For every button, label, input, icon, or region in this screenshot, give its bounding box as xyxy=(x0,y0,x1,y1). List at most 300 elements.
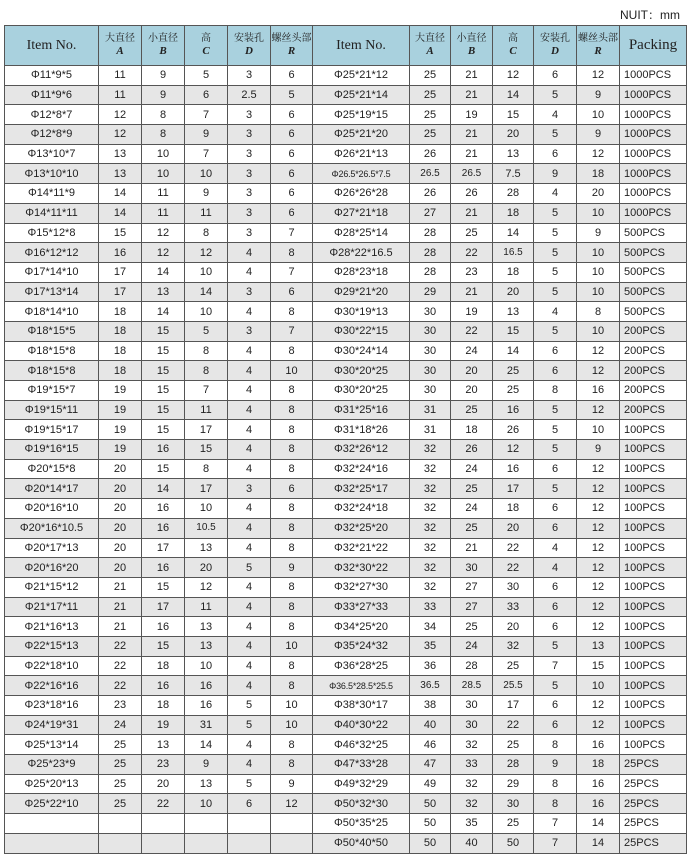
left-a-cell: 11 xyxy=(99,66,142,86)
table-row xyxy=(5,440,687,460)
right-a-cell: 25 xyxy=(410,85,451,105)
left-b-cell: 20 xyxy=(142,774,185,794)
packing-cell: 100PCS xyxy=(620,656,687,676)
table-row xyxy=(5,656,687,676)
packing-cell: 1000PCS xyxy=(620,144,687,164)
left-d-cell: 4 xyxy=(228,538,271,558)
right-item-no-cell: Φ49*32*29 xyxy=(313,774,410,794)
left-r-cell: 8 xyxy=(271,400,313,420)
left-item-no-cell: Φ20*16*20 xyxy=(5,558,99,578)
right-b-cell: 26 xyxy=(451,440,493,460)
left-d-cell: 3 xyxy=(228,479,271,499)
right-r-cell: 9 xyxy=(577,85,620,105)
right-c-cell: 12 xyxy=(493,66,534,86)
left-c-cell: 5 xyxy=(185,66,228,86)
header-c: 高 C xyxy=(185,26,228,66)
left-c-cell: 9 xyxy=(185,755,228,775)
right-c-cell: 16 xyxy=(493,400,534,420)
left-a-cell: 25 xyxy=(99,794,142,814)
right-b-cell: 20 xyxy=(451,381,493,401)
table-row xyxy=(5,203,687,223)
right-a-cell: 47 xyxy=(410,755,451,775)
right-b-cell: 27 xyxy=(451,597,493,617)
left-item-no-cell: Φ22*16*16 xyxy=(5,676,99,696)
right-c-cell: 7.5 xyxy=(493,164,534,184)
left-a-cell: 25 xyxy=(99,774,142,794)
left-c-cell: 6 xyxy=(185,85,228,105)
right-r-cell: 12 xyxy=(577,66,620,86)
left-item-no-cell: Φ20*15*8 xyxy=(5,459,99,479)
right-a-cell: 26.5 xyxy=(410,164,451,184)
table-row xyxy=(5,302,687,322)
right-item-no-cell: Φ31*25*16 xyxy=(313,400,410,420)
right-d-cell: 8 xyxy=(534,794,577,814)
packing-cell: 100PCS xyxy=(620,558,687,578)
left-c-cell: 8 xyxy=(185,459,228,479)
right-d-cell: 6 xyxy=(534,341,577,361)
left-b-cell: 10 xyxy=(142,144,185,164)
left-c-cell xyxy=(185,814,228,834)
left-a-cell: 19 xyxy=(99,420,142,440)
right-d-cell: 6 xyxy=(534,696,577,716)
left-c-cell: 12 xyxy=(185,243,228,263)
left-c-cell: 10 xyxy=(185,794,228,814)
left-a-cell: 19 xyxy=(99,400,142,420)
left-b-cell: 15 xyxy=(142,420,185,440)
left-r-cell: 10 xyxy=(271,361,313,381)
right-c-cell: 20 xyxy=(493,518,534,538)
left-item-no-cell: Φ12*8*9 xyxy=(5,125,99,145)
left-a-cell: 20 xyxy=(99,518,142,538)
left-c-cell: 16 xyxy=(185,696,228,716)
left-b-cell: 16 xyxy=(142,518,185,538)
header-d: 安装孔 D xyxy=(228,26,271,66)
header-a-2: 大直径 A xyxy=(410,26,451,66)
right-c-cell: 16 xyxy=(493,459,534,479)
left-r-cell: 8 xyxy=(271,735,313,755)
left-a-cell: 20 xyxy=(99,459,142,479)
right-b-cell: 26.5 xyxy=(451,164,493,184)
left-item-no-cell: Φ17*13*14 xyxy=(5,282,99,302)
left-a-cell: 22 xyxy=(99,676,142,696)
left-d-cell: 3 xyxy=(228,223,271,243)
left-item-no-cell: Φ11*9*5 xyxy=(5,66,99,86)
left-a-cell: 13 xyxy=(99,164,142,184)
left-item-no-cell: Φ25*13*14 xyxy=(5,735,99,755)
right-b-cell: 21 xyxy=(451,203,493,223)
right-item-no-cell: Φ28*25*14 xyxy=(313,223,410,243)
left-a-cell: 22 xyxy=(99,656,142,676)
right-a-cell: 34 xyxy=(410,617,451,637)
left-r-cell: 6 xyxy=(271,66,313,86)
table-row xyxy=(5,184,687,204)
right-b-cell: 32 xyxy=(451,774,493,794)
right-d-cell: 6 xyxy=(534,518,577,538)
left-d-cell: 2.5 xyxy=(228,85,271,105)
packing-cell: 500PCS xyxy=(620,302,687,322)
right-a-cell: 29 xyxy=(410,282,451,302)
table-row xyxy=(5,144,687,164)
right-d-cell: 7 xyxy=(534,656,577,676)
table-row xyxy=(5,420,687,440)
left-d-cell: 6 xyxy=(228,794,271,814)
right-item-no-cell: Φ35*24*32 xyxy=(313,636,410,656)
left-d-cell: 4 xyxy=(228,302,271,322)
right-b-cell: 20 xyxy=(451,361,493,381)
right-d-cell: 6 xyxy=(534,597,577,617)
left-b-cell: 15 xyxy=(142,577,185,597)
right-r-cell: 10 xyxy=(577,105,620,125)
right-a-cell: 32 xyxy=(410,577,451,597)
left-b-cell: 13 xyxy=(142,735,185,755)
packing-cell: 500PCS xyxy=(620,262,687,282)
left-r-cell: 8 xyxy=(271,577,313,597)
left-d-cell: 3 xyxy=(228,321,271,341)
right-item-no-cell: Φ50*35*25 xyxy=(313,814,410,834)
table-row xyxy=(5,164,687,184)
right-a-cell: 30 xyxy=(410,381,451,401)
left-item-no-cell: Φ20*16*10.5 xyxy=(5,518,99,538)
right-d-cell: 5 xyxy=(534,85,577,105)
right-a-cell: 46 xyxy=(410,735,451,755)
left-item-no-cell: Φ22*18*10 xyxy=(5,656,99,676)
right-c-cell: 25 xyxy=(493,656,534,676)
packing-cell: 100PCS xyxy=(620,577,687,597)
left-a-cell: 25 xyxy=(99,755,142,775)
left-d-cell xyxy=(228,814,271,834)
right-a-cell: 35 xyxy=(410,636,451,656)
right-item-no-cell: Φ32*24*18 xyxy=(313,499,410,519)
right-item-no-cell: Φ27*21*18 xyxy=(313,203,410,223)
right-d-cell: 5 xyxy=(534,203,577,223)
left-c-cell: 13 xyxy=(185,617,228,637)
left-a-cell xyxy=(99,814,142,834)
right-c-cell: 50 xyxy=(493,833,534,853)
right-d-cell: 5 xyxy=(534,636,577,656)
left-b-cell: 11 xyxy=(142,184,185,204)
packing-cell: 1000PCS xyxy=(620,184,687,204)
right-b-cell: 24 xyxy=(451,341,493,361)
right-r-cell: 12 xyxy=(577,361,620,381)
header-r: 螺丝头部 R xyxy=(271,26,313,66)
right-b-cell: 26 xyxy=(451,184,493,204)
left-r-cell: 6 xyxy=(271,144,313,164)
left-a-cell: 18 xyxy=(99,361,142,381)
left-r-cell: 8 xyxy=(271,538,313,558)
left-d-cell: 4 xyxy=(228,597,271,617)
right-r-cell: 16 xyxy=(577,774,620,794)
left-d-cell: 4 xyxy=(228,381,271,401)
left-item-no-cell: Φ14*11*11 xyxy=(5,203,99,223)
left-r-cell: 6 xyxy=(271,105,313,125)
right-item-no-cell: Φ30*24*14 xyxy=(313,341,410,361)
right-d-cell: 8 xyxy=(534,735,577,755)
right-b-cell: 30 xyxy=(451,558,493,578)
left-c-cell: 10 xyxy=(185,302,228,322)
left-b-cell: 17 xyxy=(142,538,185,558)
left-c-cell: 31 xyxy=(185,715,228,735)
left-r-cell: 8 xyxy=(271,302,313,322)
packing-cell: 25PCS xyxy=(620,794,687,814)
right-item-no-cell: Φ32*25*17 xyxy=(313,479,410,499)
right-a-cell: 28 xyxy=(410,262,451,282)
left-a-cell: 11 xyxy=(99,85,142,105)
left-c-cell: 11 xyxy=(185,400,228,420)
left-b-cell: 22 xyxy=(142,794,185,814)
left-r-cell: 7 xyxy=(271,321,313,341)
right-d-cell: 5 xyxy=(534,440,577,460)
right-item-no-cell: Φ26*21*13 xyxy=(313,144,410,164)
right-item-no-cell: Φ31*18*26 xyxy=(313,420,410,440)
left-a-cell: 19 xyxy=(99,381,142,401)
right-a-cell: 32 xyxy=(410,479,451,499)
left-item-no-cell: Φ20*14*17 xyxy=(5,479,99,499)
left-item-no-cell: Φ20*16*10 xyxy=(5,499,99,519)
left-a-cell: 21 xyxy=(99,617,142,637)
left-a-cell: 17 xyxy=(99,262,142,282)
packing-cell: 200PCS xyxy=(620,381,687,401)
left-c-cell: 17 xyxy=(185,479,228,499)
right-r-cell: 10 xyxy=(577,420,620,440)
right-a-cell: 31 xyxy=(410,420,451,440)
left-r-cell: 8 xyxy=(271,341,313,361)
table-row xyxy=(5,617,687,637)
right-item-no-cell: Φ32*26*12 xyxy=(313,440,410,460)
table-row xyxy=(5,85,687,105)
packing-cell: 25PCS xyxy=(620,833,687,853)
right-b-cell: 25 xyxy=(451,400,493,420)
right-r-cell: 15 xyxy=(577,656,620,676)
right-item-no-cell: Φ50*40*50 xyxy=(313,833,410,853)
left-item-no-cell: Φ21*15*12 xyxy=(5,577,99,597)
right-r-cell: 12 xyxy=(577,518,620,538)
left-r-cell: 9 xyxy=(271,558,313,578)
left-a-cell: 14 xyxy=(99,184,142,204)
left-c-cell: 8 xyxy=(185,223,228,243)
left-b-cell: 14 xyxy=(142,479,185,499)
left-a-cell: 18 xyxy=(99,341,142,361)
right-b-cell: 22 xyxy=(451,243,493,263)
table-row xyxy=(5,814,687,834)
left-r-cell: 8 xyxy=(271,459,313,479)
left-item-no-cell: Φ19*15*11 xyxy=(5,400,99,420)
left-b-cell: 23 xyxy=(142,755,185,775)
left-d-cell: 3 xyxy=(228,66,271,86)
right-b-cell: 40 xyxy=(451,833,493,853)
left-c-cell: 12 xyxy=(185,577,228,597)
header-a: 大直径 A xyxy=(99,26,142,66)
right-a-cell: 32 xyxy=(410,459,451,479)
packing-cell: 100PCS xyxy=(620,676,687,696)
right-c-cell: 29 xyxy=(493,774,534,794)
right-r-cell: 10 xyxy=(577,676,620,696)
left-r-cell: 6 xyxy=(271,282,313,302)
left-item-no-cell: Φ19*16*15 xyxy=(5,440,99,460)
header-item-no: Item No. xyxy=(5,26,99,66)
right-b-cell: 21 xyxy=(451,538,493,558)
left-d-cell: 5 xyxy=(228,715,271,735)
table-row xyxy=(5,105,687,125)
right-a-cell: 50 xyxy=(410,794,451,814)
right-item-no-cell: Φ32*21*22 xyxy=(313,538,410,558)
left-item-no-cell: Φ18*15*5 xyxy=(5,321,99,341)
unit-label: NUIT：mm xyxy=(620,8,680,22)
right-d-cell: 6 xyxy=(534,361,577,381)
left-b-cell: 12 xyxy=(142,223,185,243)
table-row xyxy=(5,636,687,656)
left-c-cell: 7 xyxy=(185,105,228,125)
left-d-cell: 3 xyxy=(228,125,271,145)
left-d-cell: 4 xyxy=(228,735,271,755)
right-d-cell: 4 xyxy=(534,538,577,558)
left-c-cell: 13 xyxy=(185,538,228,558)
left-d-cell: 5 xyxy=(228,696,271,716)
right-d-cell: 5 xyxy=(534,125,577,145)
packing-cell: 25PCS xyxy=(620,755,687,775)
left-c-cell: 11 xyxy=(185,203,228,223)
left-d-cell: 4 xyxy=(228,676,271,696)
table-row xyxy=(5,282,687,302)
right-d-cell: 5 xyxy=(534,243,577,263)
header-b: 小直径 B xyxy=(142,26,185,66)
right-b-cell: 33 xyxy=(451,755,493,775)
packing-cell: 1000PCS xyxy=(620,203,687,223)
left-item-no-cell: Φ11*9*6 xyxy=(5,85,99,105)
left-r-cell: 8 xyxy=(271,518,313,538)
right-c-cell: 15 xyxy=(493,105,534,125)
right-b-cell: 35 xyxy=(451,814,493,834)
left-b-cell: 15 xyxy=(142,381,185,401)
left-a-cell: 23 xyxy=(99,696,142,716)
left-r-cell: 5 xyxy=(271,85,313,105)
table-row xyxy=(5,459,687,479)
right-r-cell: 9 xyxy=(577,440,620,460)
right-a-cell: 33 xyxy=(410,597,451,617)
right-b-cell: 28.5 xyxy=(451,676,493,696)
right-c-cell: 25 xyxy=(493,361,534,381)
left-r-cell: 6 xyxy=(271,479,313,499)
table-row xyxy=(5,361,687,381)
table-row xyxy=(5,321,687,341)
right-d-cell: 6 xyxy=(534,617,577,637)
right-a-cell: 32 xyxy=(410,538,451,558)
packing-cell: 100PCS xyxy=(620,735,687,755)
left-a-cell: 12 xyxy=(99,125,142,145)
right-b-cell: 23 xyxy=(451,262,493,282)
packing-cell: 100PCS xyxy=(620,538,687,558)
right-c-cell: 20 xyxy=(493,617,534,637)
left-c-cell: 8 xyxy=(185,361,228,381)
left-item-no-cell xyxy=(5,814,99,834)
left-c-cell: 10 xyxy=(185,262,228,282)
right-r-cell: 12 xyxy=(577,715,620,735)
left-r-cell: 9 xyxy=(271,774,313,794)
table-row xyxy=(5,577,687,597)
left-b-cell: 15 xyxy=(142,341,185,361)
right-b-cell: 25 xyxy=(451,479,493,499)
left-d-cell: 5 xyxy=(228,774,271,794)
right-b-cell: 27 xyxy=(451,577,493,597)
packing-cell: 100PCS xyxy=(620,499,687,519)
left-item-no-cell: Φ13*10*10 xyxy=(5,164,99,184)
right-a-cell: 50 xyxy=(410,833,451,853)
left-d-cell: 4 xyxy=(228,440,271,460)
right-r-cell: 16 xyxy=(577,381,620,401)
right-item-no-cell: Φ36*28*25 xyxy=(313,656,410,676)
left-b-cell: 19 xyxy=(142,715,185,735)
right-c-cell: 12 xyxy=(493,440,534,460)
left-a-cell: 16 xyxy=(99,243,142,263)
right-item-no-cell: Φ25*21*12 xyxy=(313,66,410,86)
table-row xyxy=(5,696,687,716)
right-r-cell: 12 xyxy=(577,538,620,558)
right-r-cell: 16 xyxy=(577,794,620,814)
left-b-cell: 8 xyxy=(142,105,185,125)
right-item-no-cell: Φ26.5*26.5*7.5 xyxy=(313,164,410,184)
right-item-no-cell: Φ32*25*20 xyxy=(313,518,410,538)
left-d-cell: 5 xyxy=(228,558,271,578)
left-a-cell: 20 xyxy=(99,499,142,519)
packing-cell: 200PCS xyxy=(620,341,687,361)
header-c-2: 高 C xyxy=(493,26,534,66)
right-c-cell: 28 xyxy=(493,184,534,204)
left-b-cell: 15 xyxy=(142,459,185,479)
right-r-cell: 12 xyxy=(577,558,620,578)
left-r-cell: 8 xyxy=(271,597,313,617)
right-d-cell: 6 xyxy=(534,459,577,479)
right-a-cell: 25 xyxy=(410,66,451,86)
left-d-cell: 3 xyxy=(228,282,271,302)
right-r-cell: 12 xyxy=(577,577,620,597)
right-b-cell: 25 xyxy=(451,617,493,637)
left-c-cell: 9 xyxy=(185,125,228,145)
table-row xyxy=(5,833,687,853)
packing-cell: 200PCS xyxy=(620,400,687,420)
right-c-cell: 18 xyxy=(493,203,534,223)
right-a-cell: 36 xyxy=(410,656,451,676)
left-d-cell: 4 xyxy=(228,656,271,676)
right-item-no-cell: Φ29*21*20 xyxy=(313,282,410,302)
left-b-cell: 16 xyxy=(142,440,185,460)
left-d-cell: 4 xyxy=(228,518,271,538)
left-r-cell xyxy=(271,833,313,853)
right-c-cell: 14 xyxy=(493,223,534,243)
right-item-no-cell: Φ34*25*20 xyxy=(313,617,410,637)
right-d-cell: 6 xyxy=(534,66,577,86)
left-b-cell: 14 xyxy=(142,302,185,322)
left-c-cell: 10 xyxy=(185,499,228,519)
packing-cell: 1000PCS xyxy=(620,105,687,125)
left-a-cell: 20 xyxy=(99,538,142,558)
right-item-no-cell: Φ50*32*30 xyxy=(313,794,410,814)
left-a-cell: 25 xyxy=(99,735,142,755)
right-r-cell: 12 xyxy=(577,499,620,519)
left-b-cell: 16 xyxy=(142,676,185,696)
left-r-cell: 8 xyxy=(271,499,313,519)
left-item-no-cell: Φ19*15*17 xyxy=(5,420,99,440)
right-r-cell: 12 xyxy=(577,144,620,164)
left-r-cell: 6 xyxy=(271,184,313,204)
right-c-cell: 14 xyxy=(493,85,534,105)
right-c-cell: 28 xyxy=(493,755,534,775)
packing-cell: 1000PCS xyxy=(620,85,687,105)
right-a-cell: 40 xyxy=(410,715,451,735)
right-item-no-cell: Φ28*23*18 xyxy=(313,262,410,282)
right-c-cell: 13 xyxy=(493,302,534,322)
table-row xyxy=(5,518,687,538)
left-r-cell: 8 xyxy=(271,755,313,775)
left-r-cell: 8 xyxy=(271,243,313,263)
